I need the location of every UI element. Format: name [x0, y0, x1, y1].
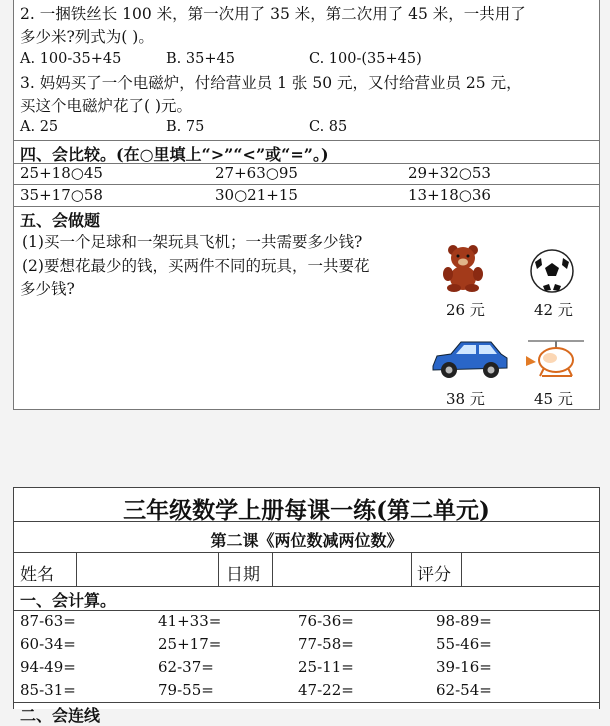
toy-car-icon	[429, 336, 511, 386]
divider	[14, 521, 599, 522]
divider	[14, 552, 599, 553]
divider	[14, 206, 599, 207]
calc-item: 47-22=	[298, 681, 354, 699]
name-label: 姓名	[20, 565, 54, 585]
compare-item: 30○21+15	[215, 186, 298, 204]
calc-item: 87-63=	[20, 612, 76, 630]
question-2-line-2: 多少米?列式为( )。	[20, 28, 154, 46]
divider	[14, 140, 599, 141]
question-5-1: (1)买一个足球和一架玩具飞机；一共需要多少钱?	[22, 233, 363, 251]
section-5-title: 五、会做题	[20, 211, 101, 230]
price-label: 38 元	[446, 390, 485, 408]
divider	[272, 552, 273, 586]
compare-item: 25+18○45	[20, 164, 103, 182]
price-label: 26 元	[446, 301, 485, 319]
divider	[14, 184, 599, 185]
divider	[14, 610, 599, 611]
soccer-ball-icon	[529, 248, 575, 298]
calc-item: 60-34=	[20, 635, 76, 653]
option-b: B. 75	[166, 119, 205, 135]
calc-item: 25+17=	[158, 635, 222, 653]
worksheet-page-2	[13, 487, 600, 725]
calc-item: 79-55=	[158, 681, 214, 699]
option-a: A. 100-35+45	[20, 51, 122, 67]
option-b: B. 35+45	[166, 51, 235, 67]
calc-item: 62-54=	[436, 681, 492, 699]
option-a: A. 25	[20, 119, 59, 135]
divider	[14, 702, 599, 703]
question-3-line-2: 买这个电磁炉花了( )元。	[20, 97, 193, 115]
calc-item: 94-49=	[20, 658, 76, 676]
teddy-bear-icon	[442, 244, 484, 296]
calc-item: 77-58=	[298, 635, 354, 653]
question-5-2-line-1: (2)要想花最少的钱，买两件不同的玩具，一共要花	[22, 257, 370, 275]
compare-item: 27+63○95	[215, 164, 298, 182]
divider	[76, 552, 77, 586]
question-5-2-line-2: 多少钱?	[20, 280, 75, 298]
calc-item: 62-37=	[158, 658, 214, 676]
section-4-title: 四、会比较。(在○里填上“>”“<”或“=”。)	[20, 145, 329, 164]
question-2-line-1: 2. 一捆铁丝长 100 米，第一次用了 35 米，第二次用了 45 米，一共用了	[20, 5, 526, 23]
worksheet-page-1	[13, 0, 600, 410]
calc-item: 55-46=	[436, 635, 492, 653]
price-label: 42 元	[534, 301, 573, 319]
divider	[461, 552, 462, 586]
score-label: 评分	[417, 565, 451, 585]
calc-item: 85-31=	[20, 681, 76, 699]
compare-item: 29+32○53	[408, 164, 491, 182]
divider	[411, 552, 412, 586]
calc-item: 39-16=	[436, 658, 492, 676]
compare-item: 13+18○36	[408, 186, 491, 204]
calc-item: 98-89=	[436, 612, 492, 630]
question-3-line-1: 3. 妈妈买了一个电磁炉，付给营业员 1 张 50 元，又付给营业员 25 元，	[20, 74, 522, 92]
section-1-title: 一、会计算。	[20, 591, 117, 610]
compare-item: 35+17○58	[20, 186, 103, 204]
price-label: 45 元	[534, 390, 573, 408]
option-c: C. 85	[309, 119, 348, 135]
divider	[14, 586, 599, 587]
worksheet-title: 三年级数学上册每课一练(第二单元)	[123, 497, 490, 524]
toy-helicopter-icon	[524, 336, 588, 386]
divider	[218, 552, 219, 586]
section-2-title: 二、会连线	[20, 706, 101, 725]
lesson-subtitle: 第二课《两位数减两位数》	[210, 531, 403, 550]
calc-item: 25-11=	[298, 658, 354, 676]
calc-item: 76-36=	[298, 612, 354, 630]
calc-item: 41+33=	[158, 612, 222, 630]
option-c: C. 100-(35+45)	[309, 51, 422, 67]
date-label: 日期	[226, 565, 260, 585]
